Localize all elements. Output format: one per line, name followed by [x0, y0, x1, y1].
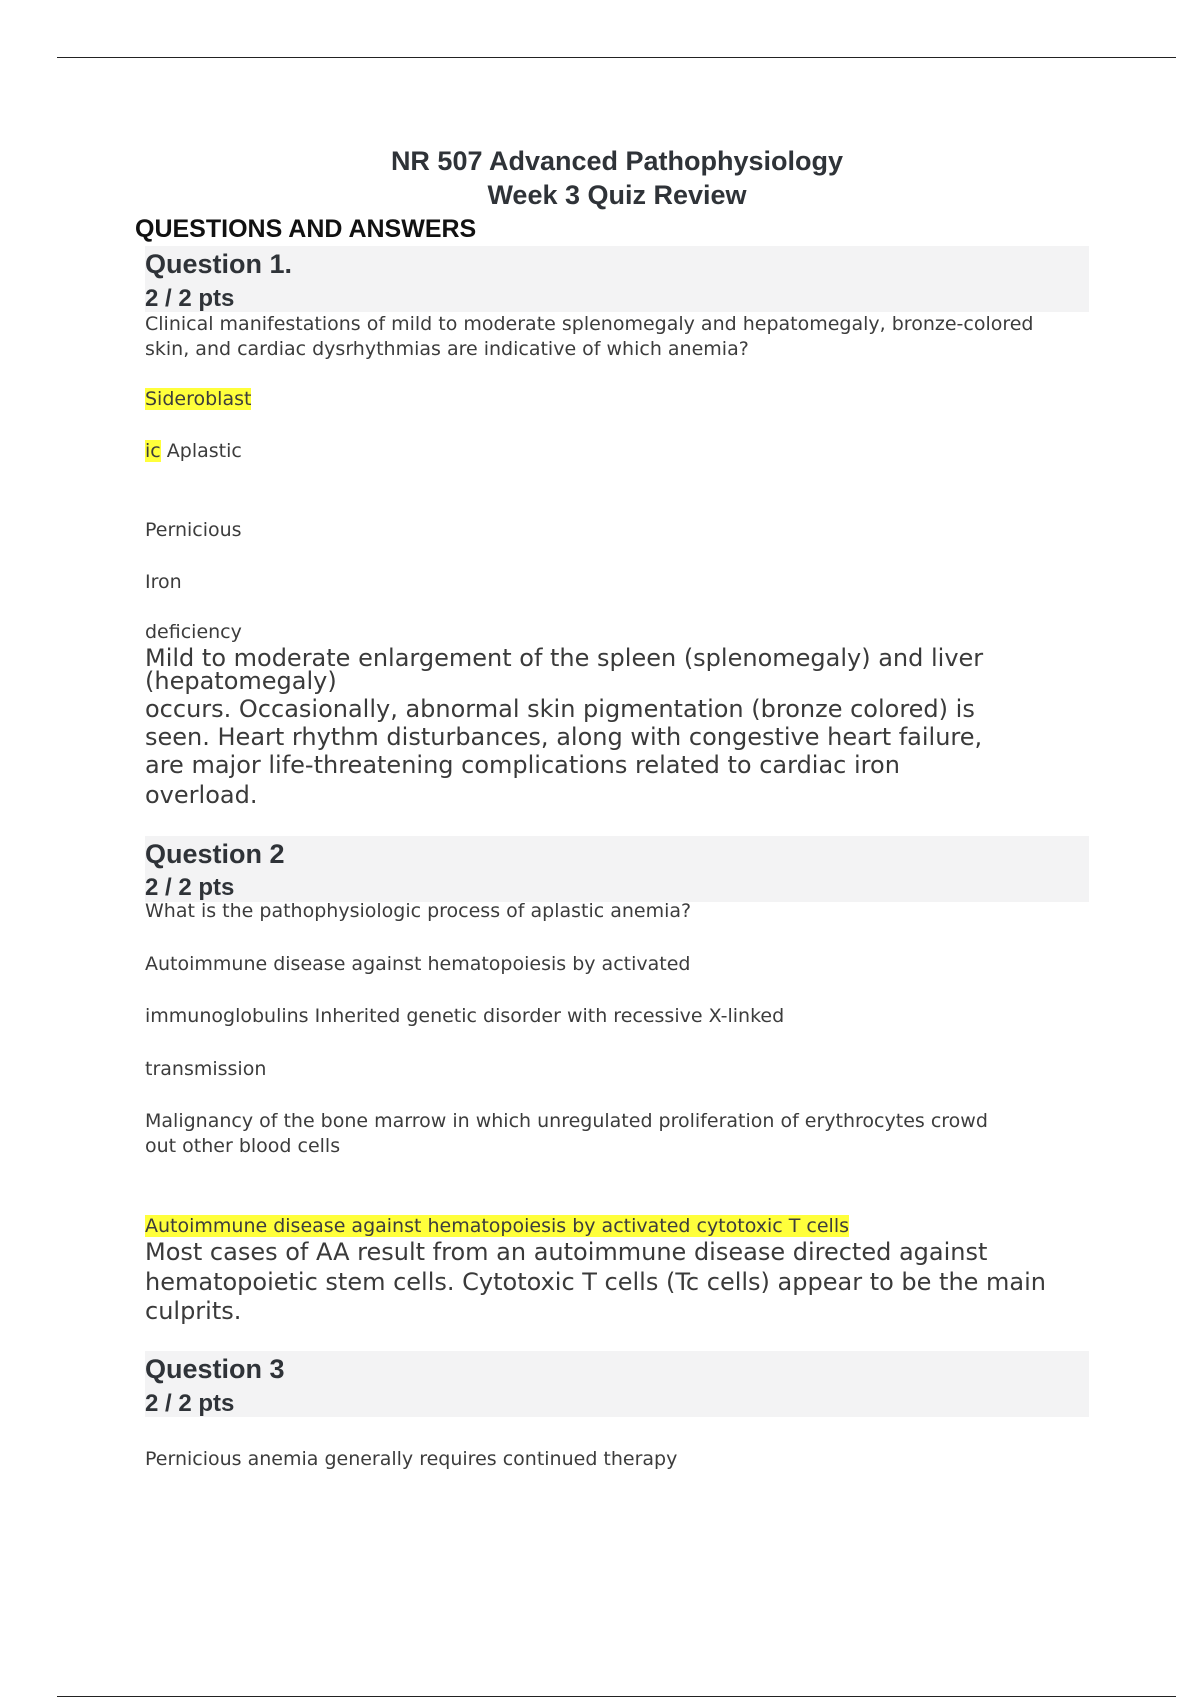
- question-2-option-line-3: transmission: [145, 1058, 267, 1080]
- question-1-explanation-line-1: Mild to moderate enlargement of the spleen (splenomegaly) and liver: [145, 644, 984, 672]
- question-2-option-line-5: out other blood cells: [145, 1135, 341, 1157]
- question-1-explanation-line-5: are major life-threatening complications related to cardiac iron: [145, 751, 900, 779]
- question-2-title: Question 2: [145, 839, 285, 869]
- question-1-title: Question 1.: [145, 249, 293, 279]
- question-1-explanation-line-2: (hepatomegaly): [145, 667, 337, 695]
- question-2-option-line-4: Malignancy of the bone marrow in which unregulated proliferation of erythrocytes crowd: [145, 1110, 988, 1132]
- question-1-prompt-line-1: Clinical manifestations of mild to moderate splenomegaly and hepatomegaly, bronze-colored: [145, 313, 1034, 335]
- question-2-prompt: What is the pathophysiologic process of aplastic anemia?: [145, 900, 692, 922]
- question-2-answer: [145, 1214, 849, 1239]
- question-1-answer-highlight-end: ic: [145, 440, 161, 462]
- question-2-option-line-2: immunoglobulins Inherited genetic disorder with recessive X-linked: [145, 1005, 785, 1027]
- question-2-explanation-line-2: hematopoietic stem cells. Cytotoxic T cells (Tc cells) appear to be the main: [145, 1268, 1047, 1296]
- question-2-explanation-line-3: culprits.: [145, 1297, 242, 1325]
- question-1-answer-line-1: [145, 387, 251, 412]
- question-1-option-iron: Iron: [145, 571, 182, 593]
- document-title: NR 507 Advanced Pathophysiology: [390, 146, 844, 176]
- question-1-explanation-line-3: occurs. Occasionally, abnormal skin pigmentation (bronze colored) is: [145, 695, 975, 723]
- top-rule: [57, 57, 1176, 58]
- bottom-rule: [57, 1696, 1176, 1697]
- question-3-title: Question 3: [145, 1354, 285, 1384]
- question-1-explanation-line-4: seen. Heart rhythm disturbances, along with congestive heart failure,: [145, 723, 983, 751]
- question-1-answer-line-2: [145, 439, 242, 464]
- question-1-answer-highlight: Sideroblast: [145, 388, 252, 410]
- question-1-option-deficiency: deficiency: [145, 621, 242, 643]
- question-2-points: 2 / 2 pts: [145, 874, 235, 901]
- question-3-header-box: [145, 1351, 1089, 1417]
- question-2-answer-highlight: Autoimmune disease against hematopoiesis by activated cytotoxic T cells: [145, 1215, 849, 1237]
- question-3-points: 2 / 2 pts: [145, 1390, 235, 1417]
- document-subtitle: Week 3 Quiz Review: [487, 180, 747, 210]
- section-heading: QUESTIONS AND ANSWERS: [135, 215, 477, 243]
- question-2-option-line-1: Autoimmune disease against hematopoiesis by activated: [145, 953, 691, 975]
- question-1-points: 2 / 2 pts: [145, 285, 235, 312]
- question-1-option-aplastic: Aplastic: [160, 440, 242, 462]
- question-2-header-box: [145, 836, 1089, 902]
- question-1-prompt-line-2: skin, and cardiac dysrhythmias are indicative of which anemia?: [145, 338, 749, 360]
- question-2-explanation-line-1: Most cases of AA result from an autoimmune disease directed against: [145, 1238, 988, 1266]
- question-3-statement: Pernicious anemia generally requires continued therapy: [145, 1448, 678, 1470]
- question-1-explanation-line-6: overload.: [145, 781, 258, 809]
- question-1-option-pernicious: Pernicious: [145, 519, 242, 541]
